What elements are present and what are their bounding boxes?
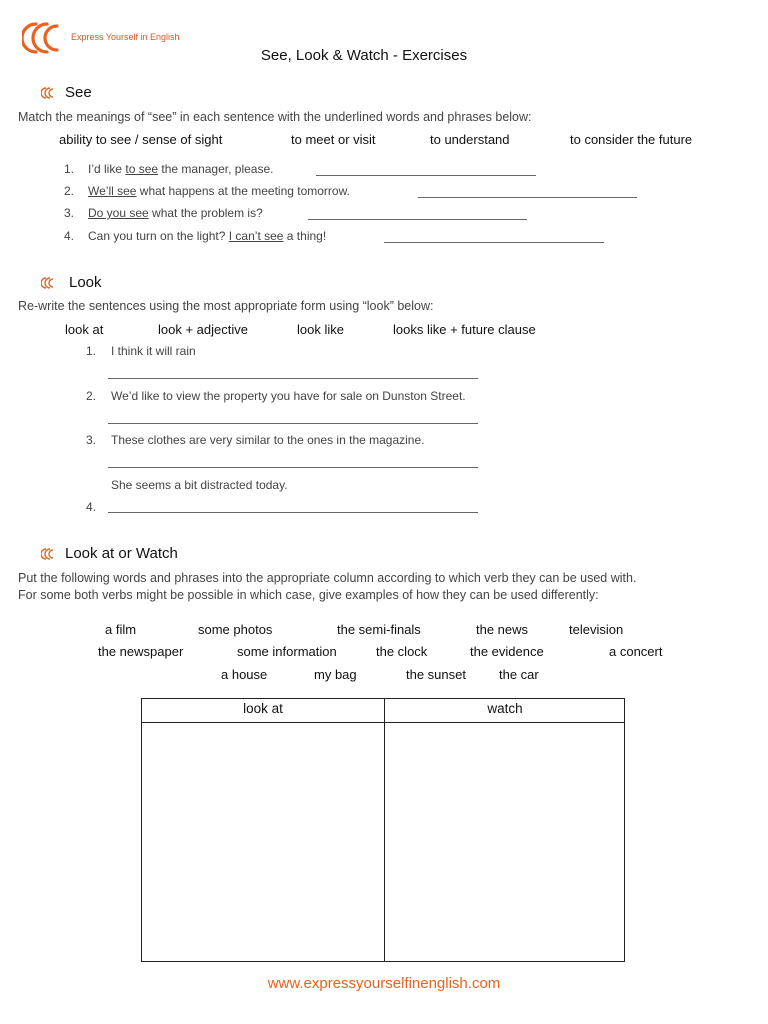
column-header-watch: watch: [487, 701, 523, 716]
answer-blank[interactable]: [418, 197, 637, 198]
look-at-column-cell[interactable]: [142, 723, 383, 961]
look-sentence-1: I think it will rain: [111, 344, 196, 358]
option-look-1: look at: [65, 322, 104, 337]
instruction-see: Match the meanings of “see” in each sentence with the underlined words and phrases below:: [18, 110, 532, 124]
item-number: 1.: [85, 344, 96, 358]
footer-website-link[interactable]: www.expressyourselfinenglish.com: [267, 975, 501, 992]
watch-column-cell[interactable]: [385, 723, 624, 961]
see-sentence-1: I’d like to see the manager, please.: [88, 162, 274, 176]
section-heading-see: See: [65, 84, 92, 101]
answer-blank[interactable]: [108, 512, 478, 513]
word-item: the semi-finals: [337, 622, 421, 637]
column-header-look-at: look at: [243, 701, 283, 716]
item-number: 3.: [63, 206, 74, 220]
word-item: a film: [105, 622, 137, 637]
word-item: the news: [476, 622, 529, 637]
see-sentence-4: Can you turn on the light? I can’t see a thing!: [88, 229, 327, 243]
see-sentence-2: We’ll see what happens at the meeting tomorrow.: [88, 184, 350, 198]
brand-name: Express Yourself in English: [71, 32, 180, 42]
option-see-2: to meet or visit: [291, 132, 376, 147]
answer-blank[interactable]: [308, 219, 527, 220]
answer-blank[interactable]: [108, 467, 478, 468]
page-title: See, Look & Watch - Exercises: [260, 47, 468, 64]
word-item: a concert: [609, 644, 663, 659]
word-item: the car: [499, 667, 539, 682]
option-look-2: look + adjective: [158, 322, 248, 337]
word-item: the newspaper: [98, 644, 184, 659]
section-bullet-icon: [41, 547, 55, 561]
sorting-table: [141, 698, 625, 962]
option-see-1: ability to see / sense of sight: [59, 132, 223, 147]
look-sentence-3: These clothes are very similar to the ones in the magazine.: [111, 433, 425, 447]
see-sentence-3: Do you see what the problem is?: [88, 206, 263, 220]
item-number: 2.: [85, 389, 96, 403]
section-bullet-icon: [41, 86, 55, 100]
option-see-3: to understand: [430, 132, 510, 147]
word-item: the clock: [376, 644, 428, 659]
word-item: my bag: [314, 667, 357, 682]
answer-blank[interactable]: [108, 423, 478, 424]
item-number: 1.: [63, 162, 74, 176]
answer-blank[interactable]: [384, 242, 604, 243]
section-heading-look: Look: [69, 274, 102, 291]
instruction-look: Re-write the sentences using the most appropriate form using “look” below:: [18, 299, 434, 313]
answer-blank[interactable]: [316, 175, 536, 176]
word-item: a house: [221, 667, 268, 682]
option-look-3: look like: [297, 322, 344, 337]
instruction-watch-1: Put the following words and phrases into the appropriate column according to which verb they can be used with.: [18, 571, 637, 585]
section-heading-watch: Look at or Watch: [65, 545, 178, 562]
answer-blank[interactable]: [108, 378, 478, 379]
item-number: 3.: [85, 433, 96, 447]
option-look-4: looks like + future clause: [393, 322, 536, 337]
look-sentence-4: She seems a bit distracted today.: [111, 478, 288, 492]
option-see-4: to consider the future: [570, 132, 693, 147]
word-item: some photos: [198, 622, 273, 637]
word-item: the sunset: [406, 667, 466, 682]
word-item: television: [569, 622, 624, 637]
word-item: some information: [237, 644, 337, 659]
item-number: 4.: [63, 229, 74, 243]
section-bullet-icon: [41, 276, 55, 290]
instruction-watch-2: For some both verbs might be possible in which case, give examples of how they can be used differently:: [18, 588, 599, 602]
word-item: the evidence: [470, 644, 544, 659]
item-number: 4.: [85, 500, 96, 514]
item-number: 2.: [63, 184, 74, 198]
look-sentence-2: We’d like to view the property you have for sale on Dunston Street.: [111, 389, 466, 403]
